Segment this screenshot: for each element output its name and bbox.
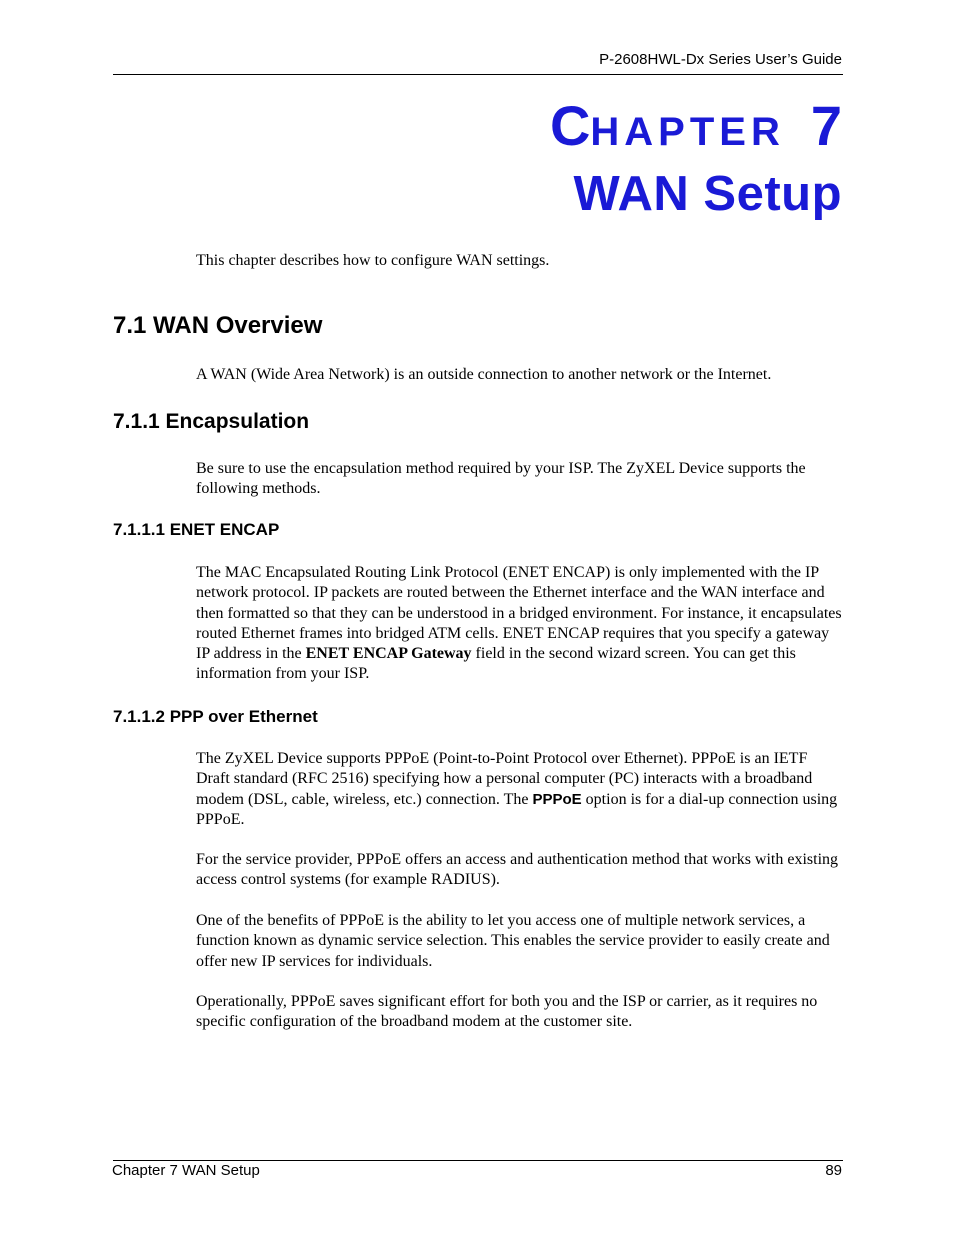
chapter-label-rest: HAPTER (590, 110, 785, 154)
header-rule (113, 74, 843, 75)
enet-paragraph (196, 563, 844, 685)
overview-paragraph: A WAN (Wide Area Network) is an outside connection to another network or the Internet. (196, 366, 772, 383)
chapter-title: WAN Setup (573, 167, 842, 221)
pppoe-paragraph-2: For the service provider, PPPoE offers an access and authentication method that works with existing access control systems (for example RADIUS). (196, 851, 839, 889)
page-number: 89 (825, 1162, 842, 1179)
pppoe-p1-start: The ZyXEL Device supports PPPoE (Point-to-Point Protocol over Ethernet). PPPoE is an IETF Draft standard (RFC 2516) specifying how a personal computer (PC) interacts with a broadband modem (DSL, cable, wireless, etc.) connection. The (196, 750, 813, 808)
section-heading-pppoe: 7.1.1.2 PPP over Ethernet (113, 707, 318, 726)
pppoe-paragraph-3: One of the benefits of PPPoE is the ability to let you access one of multiple network services, a function known as dynamic service selection. This enables the service provider to easily create and offer new IP services for individuals. (196, 912, 830, 970)
section-heading-encapsulation: 7.1.1 Encapsulation (113, 410, 310, 433)
enet-gateway-field-name: ENET ENCAP Gateway (305, 645, 472, 663)
pppoe-paragraph-1 (196, 749, 844, 830)
pppoe-paragraph-4: Operationally, PPPoE saves significant effort for both you and the ISP or carrier, as it requires no specific configuration of the broadband modem at the customer site. (196, 993, 818, 1031)
pppoe-option-name: PPPoE (532, 790, 582, 808)
section-heading-enet-encap: 7.1.1.1 ENET ENCAP (113, 520, 280, 539)
running-header: P-2608HWL-Dx Series User’s Guide (599, 51, 842, 68)
chapter-number: 7 (810, 94, 842, 157)
chapter-label-initial: C (549, 94, 591, 157)
encapsulation-paragraph: Be sure to use the encapsulation method required by your ISP. The ZyXEL Device supports the following methods. (196, 460, 806, 498)
pppoe-p1-end: option is for a dial-up connection using PPPoE. (196, 790, 838, 828)
footer-chapter-title: Chapter 7 WAN Setup (112, 1162, 260, 1179)
enet-text-end: field in the second wizard screen. You can get this information from your ISP. (196, 645, 796, 683)
chapter-label (549, 94, 842, 157)
enet-text-start: The MAC Encapsulated Routing Link Protocol (ENET ENCAP) is only implemented with the IP network protocol. IP packets are routed between the Ethernet interface and the WAN interface and then formatted so that they can be understood in a bridged environment. For instance, it encapsulates routed Ethernet frames into bridged ATM cells. ENET ENCAP requires that you specify a gateway IP address in the (196, 564, 842, 663)
intro-paragraph: This chapter describes how to configure WAN settings. (196, 252, 550, 269)
section-heading-wan-overview: 7.1 WAN Overview (113, 312, 323, 339)
footer-rule (113, 1160, 843, 1161)
